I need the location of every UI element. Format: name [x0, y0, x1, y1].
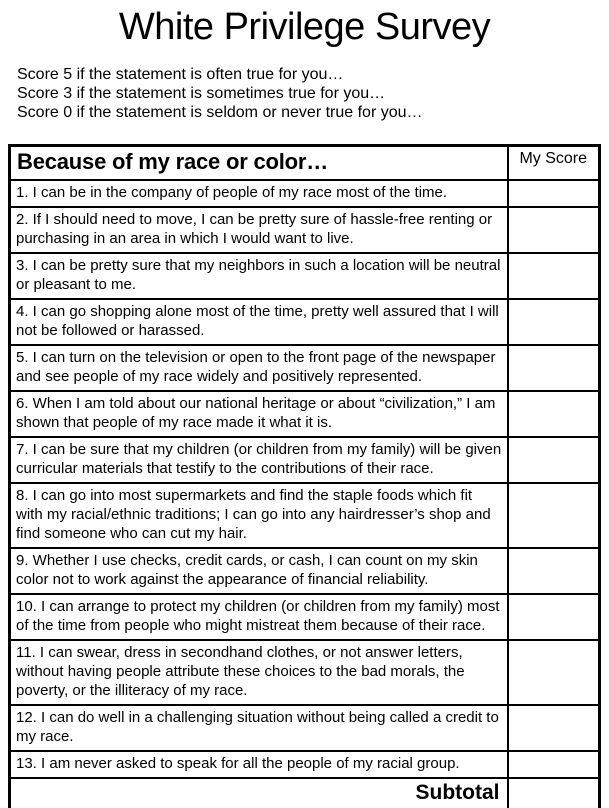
score-cell[interactable]	[508, 705, 600, 751]
statement-cell: 10. I can arrange to protect my children (or children from my family) most of the time from people who might mistreat them because of their race.	[10, 594, 508, 640]
table-row	[10, 180, 600, 207]
table-row	[10, 640, 600, 705]
table-row	[10, 345, 600, 391]
table-row	[10, 751, 600, 778]
score-cell[interactable]	[508, 751, 600, 778]
statement-cell: 4. I can go shopping alone most of the time, pretty well assured that I will not be followed or harassed.	[10, 299, 508, 345]
statement-cell: 8. I can go into most supermarkets and find the staple foods which fit with my racial/ethnic traditions; I can go into any hairdresser’s shop and find someone who can cut my hair.	[10, 483, 508, 548]
score-cell[interactable]	[508, 594, 600, 640]
table-row	[10, 548, 600, 594]
table-row	[10, 705, 600, 751]
instruction-line-score-0: Score 0 if the statement is seldom or never true for you…	[17, 104, 423, 121]
statement-cell: 5. I can turn on the television or open to the front page of the newspaper and see people of my race widely and positively represented.	[10, 345, 508, 391]
score-cell[interactable]	[508, 180, 600, 207]
table-header-statement: Because of my race or color…	[10, 146, 508, 181]
statement-cell: 9. Whether I use checks, credit cards, or cash, I can count on my skin color not to work against the appearance of financial reliability.	[10, 548, 508, 594]
statement-cell: 13. I am never asked to speak for all the people of my racial group.	[10, 751, 508, 778]
page-title: White Privilege Survey	[118, 6, 491, 48]
table-row	[10, 207, 600, 253]
subtotal-score-cell[interactable]	[508, 778, 600, 808]
statement-cell: 11. I can swear, dress in secondhand clothes, or not answer letters, without having people attribute these choices to the bad morals, the poverty, or the illiteracy of my race.	[10, 640, 508, 705]
survey-table	[8, 144, 601, 808]
table-row	[10, 391, 600, 437]
instructions	[17, 65, 609, 122]
score-cell[interactable]	[508, 640, 600, 705]
subtotal-label: Subtotal	[10, 778, 508, 808]
subtotal-row	[10, 778, 600, 808]
score-cell[interactable]	[508, 345, 600, 391]
score-cell[interactable]	[508, 483, 600, 548]
statement-cell: 7. I can be sure that my children (or children from my family) will be given curricular materials that testify to the contributions of their race.	[10, 437, 508, 483]
table-row	[10, 253, 600, 299]
table-row	[10, 437, 600, 483]
table-header-row	[10, 146, 600, 181]
table-header-score: My Score	[508, 146, 600, 181]
statement-cell: 6. When I am told about our national heritage or about “civilization,” I am shown that people of my race made it what it is.	[10, 391, 508, 437]
table-row	[10, 299, 600, 345]
statement-cell: 2. If I should need to move, I can be pretty sure of hassle-free renting or purchasing in an area in which I would want to live.	[10, 207, 508, 253]
instruction-line-score-3: Score 3 if the statement is sometimes true for you…	[17, 85, 386, 102]
table-row	[10, 594, 600, 640]
statement-cell: 12. I can do well in a challenging situation without being called a credit to my race.	[10, 705, 508, 751]
instruction-line-score-5: Score 5 if the statement is often true for you…	[17, 66, 344, 83]
score-cell[interactable]	[508, 253, 600, 299]
score-cell[interactable]	[508, 391, 600, 437]
statement-cell: 3. I can be pretty sure that my neighbors in such a location will be neutral or pleasant to me.	[10, 253, 508, 299]
statement-cell: 1. I can be in the company of people of my race most of the time.	[10, 180, 508, 207]
score-cell[interactable]	[508, 299, 600, 345]
score-cell[interactable]	[508, 548, 600, 594]
score-cell[interactable]	[508, 437, 600, 483]
table-row	[10, 483, 600, 548]
score-cell[interactable]	[508, 207, 600, 253]
